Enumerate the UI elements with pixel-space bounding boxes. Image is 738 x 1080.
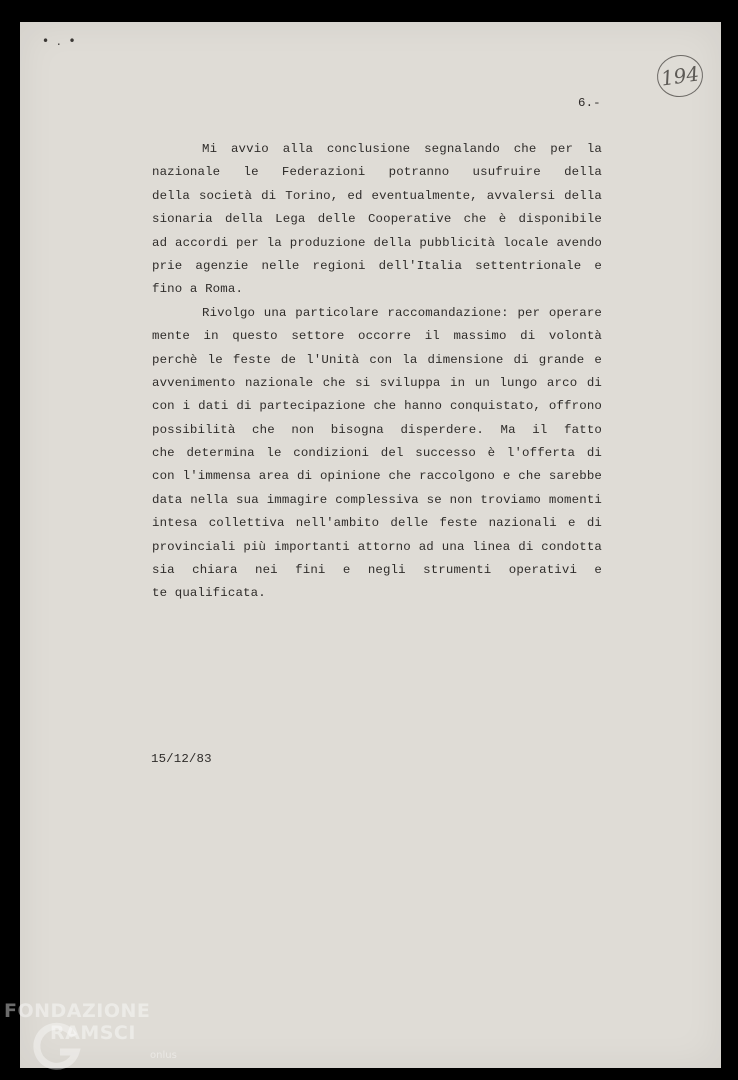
text-line: prie agenzie nelle regioni dell'Italia settentrionale e [152,258,602,273]
document-page [20,22,721,1068]
watermark-line1: FONDAZIONE [4,1000,151,1022]
text-line: possibilità che non bisogna disperdere. Ma il fatto [152,422,602,437]
corner-marks: • . • [42,34,78,48]
text-line: perchè le feste de l'Unità con la dimensione di grande e [152,352,602,367]
text-line: data nella sua immagire complessiva se non troviamo momenti [152,492,602,507]
text-line: Mi avvio alla conclusione segnalando che per la [202,142,602,156]
page-number: 6.- [578,96,601,110]
text-line: avvenimento nazionale che si sviluppa in un lungo arco di [152,375,602,390]
text-line: ad accordi per la produzione della pubblicità locale avendo [152,235,602,250]
text-line: nazionale le Federazioni potranno usufruire della [152,165,602,180]
text-line: fino a Roma. [152,282,244,297]
archive-number-stamp: 194 [654,52,705,100]
body-text [152,138,602,606]
watermark-line2: RAMSCI [50,1022,136,1044]
text-line: mente in questo settore occorre il massimo di volontà [152,329,602,344]
text-line: con i dati di partecipazione che hanno conquistato, offrono [152,399,602,414]
text-line: sionaria della Lega delle Cooperative che è disponibile [152,212,602,227]
document-date: 15/12/83 [151,752,212,766]
text-line: con l'immensa area di opinione che raccolgono e che sarebbe [152,469,602,484]
watermark-onlus: onlus [150,1050,177,1061]
text-line: sia chiara nei fini e negli strumenti operativi e [152,563,602,578]
fondazione-gramsci-watermark [4,1000,204,1078]
text-line: te qualificata. [152,586,266,601]
text-line: che determina le condizioni del successo è l'offerta di [152,446,602,461]
text-line: intesa collettiva nell'ambito delle feste nazionali e di [152,516,602,531]
text-line: provinciali più importanti attorno ad una linea di condotta [152,539,602,554]
text-line: Rivolgo una particolare raccomandazione: per operare [202,305,602,320]
text-line: della società di Torino, ed eventualmente, avvalersi della [152,188,602,203]
